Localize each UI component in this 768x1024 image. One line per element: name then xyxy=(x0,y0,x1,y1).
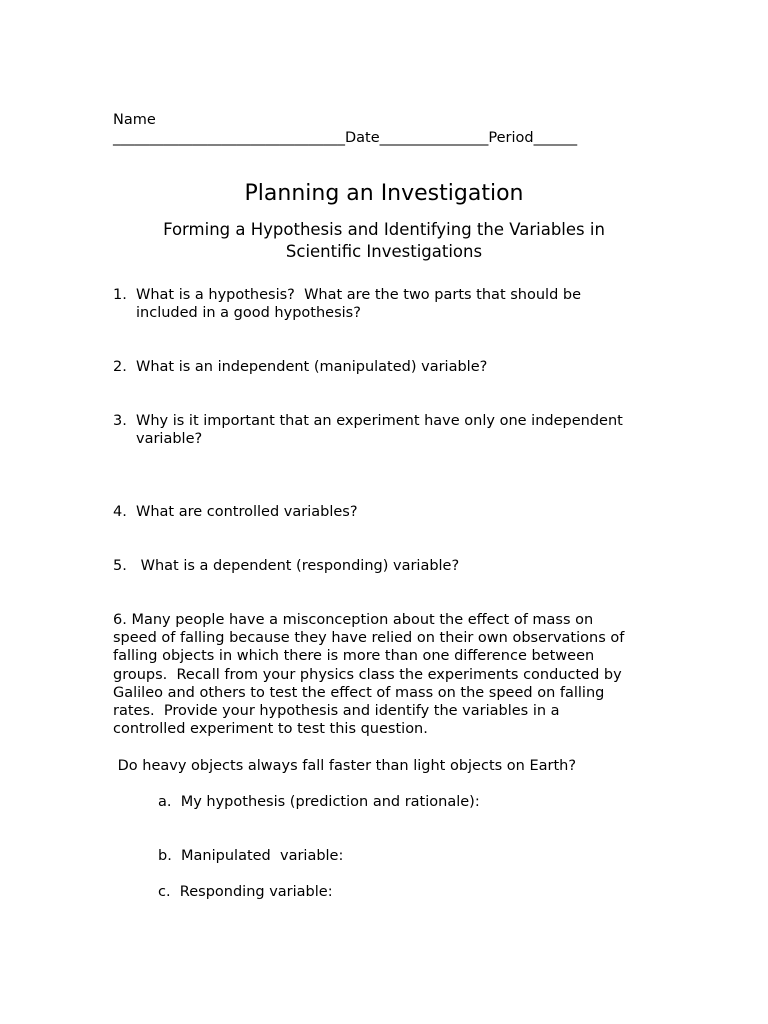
question-2 xyxy=(113,358,487,376)
question-text-line: What is a hypothesis? What are the two parts that should be xyxy=(136,287,582,303)
paragraph-line: controlled experiment to test this question. xyxy=(113,721,428,738)
question-3 xyxy=(113,412,623,448)
paragraph-line: speed of falling because they have relied on their own observations of xyxy=(113,630,625,647)
question-text: What is an independent (manipulated) variable? xyxy=(136,359,488,375)
question-6-prompt: Do heavy objects always fall faster than light objects on Earth? xyxy=(113,758,577,774)
paragraph-line: 6. Many people have a misconception about the effect of mass on xyxy=(113,612,594,628)
question-text-line: Why is it important that an experiment have only one independent xyxy=(136,413,623,429)
responding-variable-part-c: c. Responding variable: xyxy=(158,884,333,900)
paragraph-line: Galileo and others to test the effect of mass on the speed on falling xyxy=(113,684,605,701)
page-title: Planning an Investigation xyxy=(244,181,524,206)
question-text: What is a dependent (responding) variable? xyxy=(136,558,460,574)
name-label: Name xyxy=(113,112,156,128)
paragraph-line: groups. Recall from your physics class the experiments conducted by xyxy=(113,666,622,683)
hypothesis-part-a: a. My hypothesis (prediction and rationale): xyxy=(158,794,480,810)
question-text xyxy=(136,286,581,322)
question-text-line: variable? xyxy=(136,431,203,447)
question-6-paragraph xyxy=(113,611,658,738)
question-number: 3. xyxy=(113,413,127,429)
manipulated-variable-part-b: b. Manipulated variable: xyxy=(158,848,344,864)
question-4 xyxy=(113,503,358,521)
subtitle-line-1: Forming a Hypothesis and Identifying the Variables in xyxy=(163,220,605,239)
subtitle-line-2: Scientific Investigations xyxy=(285,242,483,261)
question-number: 4. xyxy=(113,504,127,520)
question-text: What are controlled variables? xyxy=(136,504,358,520)
question-number: 2. xyxy=(113,359,127,375)
question-number: 1. xyxy=(113,287,127,303)
question-text xyxy=(136,412,623,448)
paragraph-line: falling objects in which there is more than one difference between xyxy=(113,648,595,665)
question-5 xyxy=(113,557,459,575)
question-number: 5. xyxy=(113,558,127,574)
question-text-line: included in a good hypothesis? xyxy=(136,305,361,321)
name-date-period-fields: ________________________________Date_______________Period______ xyxy=(113,130,578,146)
paragraph-line: rates. Provide your hypothesis and identify the variables in a xyxy=(113,703,560,720)
question-1 xyxy=(113,286,581,322)
